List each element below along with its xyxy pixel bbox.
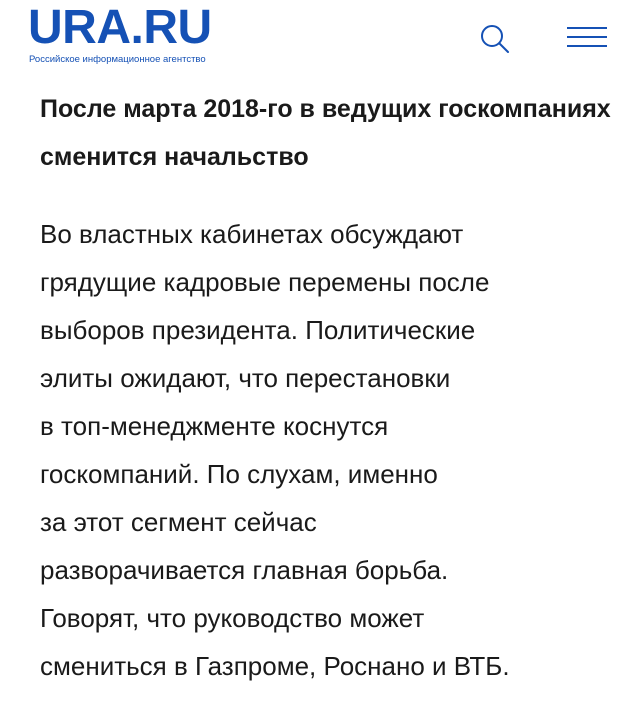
- lead-line: разворачивается главная борьба.: [40, 555, 449, 585]
- lead-line: Во властных кабинетах обсуждают: [40, 219, 464, 249]
- search-icon: [478, 22, 512, 56]
- lead-line: элиты ожидают, что перестановки: [40, 363, 451, 393]
- lead-line: грядущие кадровые перемены после: [40, 267, 490, 297]
- logo-tagline: Российское информационное агентство: [29, 54, 206, 65]
- site-header: [0, 0, 640, 80]
- lead-line: за этот сегмент сейчас: [40, 507, 317, 537]
- lead-line: смениться в Газпроме, Роснано и ВТБ.: [40, 651, 510, 681]
- article-lead: [40, 210, 620, 690]
- lead-line: выборов президента. Политические: [40, 315, 476, 345]
- logo-wordmark: URA.RU: [28, 1, 212, 54]
- menu-icon: [565, 24, 609, 50]
- site-logo[interactable]: [28, 1, 258, 66]
- lead-line: в топ-менеджменте коснутся: [40, 411, 389, 441]
- search-button[interactable]: [478, 22, 512, 56]
- article-title: После марта 2018-го в ведущих госкомпаниях сменится начальство: [40, 95, 611, 171]
- menu-button[interactable]: [565, 24, 609, 50]
- lead-line: госкомпаний. По слухам, именно: [40, 459, 438, 489]
- lead-line: Говорят, что руководство может: [40, 603, 425, 633]
